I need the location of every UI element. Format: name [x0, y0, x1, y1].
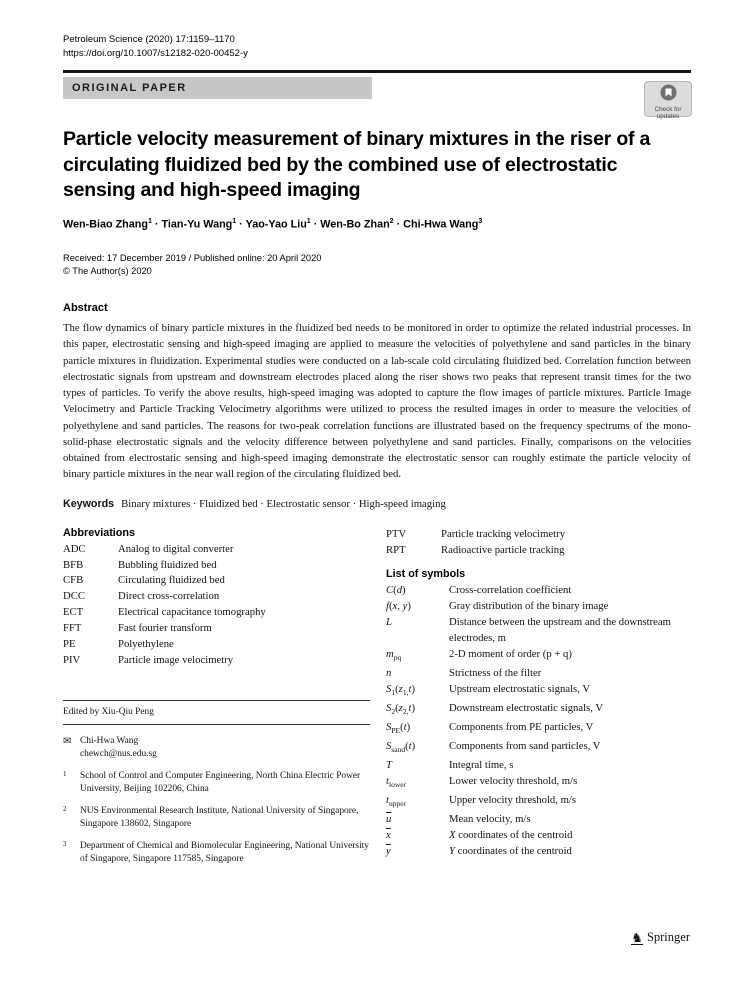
- symbol-row: [386, 647, 691, 666]
- symbol-term: $\overline{x}$: [386, 829, 391, 842]
- journal-reference: Petroleum Science (2020) 17:1159–1170: [63, 34, 235, 45]
- check-for-updates-button[interactable]: [644, 81, 692, 120]
- symbol-term: $\overline{y}$: [386, 844, 391, 857]
- abbreviation-term: PE: [63, 638, 76, 651]
- affiliation-text: Department of Chemical and Biomolecular Engineering, National University of Singapore, Singapore 117585, Singapore: [80, 840, 369, 865]
- abbreviation-row: [63, 605, 370, 621]
- affiliation-row: [63, 770, 370, 797]
- abbreviation-row: [386, 527, 691, 543]
- header-rule: [63, 70, 691, 73]
- symbol-term: $t_{upper}$: [386, 794, 407, 809]
- check-updates-label-line1: Check for: [654, 106, 682, 113]
- check-updates-label-line2: updates: [656, 113, 680, 120]
- copyright-line: © The Author(s) 2020: [63, 266, 152, 277]
- symbol-definition: Gray distribution of the binary image: [449, 600, 609, 613]
- abstract-text: The flow dynamics of binary particle mixtures in the fluidized bed needs to be monitored in order to optimize the related industrial processes. In this paper, electrostatic sensing and high-speed imaging are applied to measure the velocities of polyethylene and sand particles in the binary particle mixtures in fluidization. Experimental studies were conducted on a lab-scale cold circulating fluidized bed. Correlation function between electrostatic signals from upstream and downstream electrodes placed along the riser shows two peaks that represent transit times for the two types of particles. To verify the above results, high-speed imaging was adopted to capture the flow images of particle mixtures. Particle Image Velocimetry and Particle Tracking Velocimetry algorithms were utilized to process the resulted images in order to measure the velocities of polyethylene and sand particles. The reasons for two-peak correlation functions are illustrated based on the frequency spectrums of the mono-solid-phase electrostatic signals and the velocity difference between polyethylene and sand particles. Finally, comparisons on the velocities obtained from electrostatic sensing and high-speed imaging demonstrate the electrostatic sensor can roughly estimate the particle velocity of binary particle mixtures in the near wall region of the circulating fluidized bed.: [63, 322, 691, 481]
- abbreviation-term: ECT: [63, 606, 84, 619]
- keywords-label: Keywords: [63, 497, 115, 510]
- symbol-term: T: [386, 759, 392, 772]
- abbreviation-term: BFB: [63, 558, 84, 571]
- abbreviation-definition: Polyethylene: [118, 638, 174, 651]
- doi-link[interactable]: https://doi.org/10.1007/s12182-020-00452-y: [63, 47, 248, 59]
- symbol-row: [386, 774, 691, 793]
- symbol-definition: Strictness of the filter: [449, 667, 542, 680]
- abbreviation-definition: Radioactive particle tracking: [441, 543, 565, 556]
- symbol-row: [386, 793, 691, 812]
- symbol-definition: Upstream electrostatic signals, V: [449, 682, 591, 695]
- symbol-term: $S_1(z_{1,}t)$: [386, 682, 415, 698]
- symbol-term: n: [386, 667, 392, 680]
- affiliation-number: 2: [63, 804, 67, 813]
- abbreviation-row: [63, 653, 370, 669]
- affiliation-text: NUS Environmental Research Institute, National University of Singapore, Singapore 138602, Singapore: [80, 805, 359, 830]
- symbol-row: [386, 682, 691, 701]
- symbol-row: [386, 666, 691, 682]
- symbol-term: $\overline{u}$: [386, 813, 392, 826]
- footnote-rule-bottom: [63, 724, 370, 725]
- symbol-term: C(d): [386, 584, 406, 597]
- received-published-line: Received: 17 December 2019 / Published online: 20 April 2020: [63, 253, 322, 264]
- symbol-definition: Lower velocity threshold, m/s: [449, 775, 578, 788]
- symbol-definition: Components from PE particles, V: [449, 721, 594, 734]
- symbol-term: $m_{pq}$: [386, 648, 402, 663]
- abbreviation-term: FFT: [63, 622, 82, 635]
- abbreviation-definition: Bubbling fluidized bed: [118, 558, 217, 571]
- affiliation-row: [63, 840, 370, 867]
- springer-horse-icon: ♞: [631, 929, 643, 945]
- keywords-line: [63, 498, 691, 510]
- affiliation-row: [63, 805, 370, 832]
- footnote-block: [63, 700, 370, 867]
- keywords-text: Binary mixtures · Fluidized bed · Electrostatic sensor · High-speed imaging: [121, 497, 446, 510]
- symbol-definition: Distance between the upstream and the downstream electrodes, m: [449, 616, 671, 645]
- abbreviation-term: ADC: [63, 542, 86, 555]
- symbol-definition: Downstream electrostatic signals, V: [449, 702, 604, 715]
- symbol-row: [386, 828, 691, 844]
- symbol-row: [386, 583, 691, 599]
- abstract-heading: Abstract: [63, 302, 108, 315]
- symbol-term: $S_{PE}(t)$: [386, 721, 411, 736]
- symbol-definition: Y coordinates of the centroid: [449, 844, 572, 857]
- abbreviation-term: PIV: [63, 653, 81, 666]
- symbols-heading: List of symbols: [386, 568, 466, 581]
- symbol-row: [386, 812, 691, 828]
- abbreviation-row: [63, 589, 370, 605]
- symbol-row: [386, 720, 691, 739]
- symbol-term: $S_2(z_{2,}t)$: [386, 702, 415, 717]
- affiliation-number: 1: [63, 769, 67, 778]
- symbol-term: $t_{lower}$: [386, 775, 407, 790]
- abbreviation-term: PTV: [386, 527, 407, 540]
- symbol-row: [386, 758, 691, 774]
- abbreviation-row: [63, 573, 370, 589]
- abbreviation-definition: Electrical capacitance tomography: [118, 606, 266, 619]
- symbol-term: L: [386, 616, 392, 629]
- abbreviation-row: [63, 637, 370, 653]
- abbreviation-term: RPT: [386, 543, 406, 556]
- affiliation-text: School of Control and Computer Engineering, North China Electric Power University, Beijing 102206, China: [80, 770, 361, 795]
- abbreviations-heading: Abbreviations: [63, 526, 135, 539]
- correspondence-block: [63, 735, 370, 762]
- symbol-definition: X coordinates of the centroid: [449, 829, 573, 842]
- symbol-row: [386, 599, 691, 615]
- abbreviation-definition: Circulating fluidized bed: [118, 574, 225, 587]
- symbol-definition: Mean velocity, m/s: [449, 813, 531, 826]
- abbreviation-row: [63, 621, 370, 637]
- abbreviation-term: DCC: [63, 590, 85, 603]
- edited-by-line: Edited by Xiu-Qiu Peng: [63, 706, 154, 717]
- article-title: Particle velocity measurement of binary mixtures in the riser of a circulating fluidized bed by the combined use of electrostatic sensing and high-speed imaging: [63, 128, 651, 201]
- check-updates-icon: [660, 84, 677, 106]
- publisher-name: Springer: [646, 930, 690, 944]
- symbol-term: $S_{sand}(t)$: [386, 740, 416, 755]
- symbol-row: [386, 844, 691, 860]
- abbreviation-definition: Direct cross-correlation: [118, 590, 220, 603]
- symbol-row: [386, 615, 691, 647]
- abbreviation-definition: Particle image velocimetry: [118, 653, 234, 666]
- abbreviation-definition: Particle tracking velocimetry: [441, 527, 566, 540]
- symbol-definition: 2-D moment of order (p + q): [449, 648, 572, 661]
- publisher-logo: [631, 930, 690, 945]
- abbreviation-row: [63, 558, 370, 574]
- abbreviation-definition: Fast fourier transform: [118, 622, 212, 635]
- affiliation-number: 3: [63, 839, 67, 848]
- article-type-badge: [63, 77, 372, 99]
- correspondence-name: Chi-Hwa Wang: [80, 735, 139, 746]
- symbol-definition: Upper velocity threshold, m/s: [449, 794, 577, 807]
- symbol-row: [386, 739, 691, 758]
- article-type-label: ORIGINAL PAPER: [72, 82, 187, 94]
- symbol-row: [386, 701, 691, 720]
- abbreviation-row: [386, 543, 691, 559]
- correspondence-email[interactable]: chewch@nus.edu.sg: [80, 749, 157, 760]
- symbol-definition: Cross-correlation coefficient: [449, 584, 572, 597]
- symbol-term: f(x, y): [386, 600, 411, 613]
- abbreviation-definition: Analog to digital converter: [118, 542, 234, 555]
- symbol-definition: Integral time, s: [449, 759, 514, 772]
- envelope-icon: ✉: [63, 735, 72, 747]
- abbreviation-term: CFB: [63, 574, 84, 587]
- abbreviation-row: [63, 542, 370, 558]
- author-list: Wen-Biao Zhang$^1$ · Tian-Yu Wang$^1$ · Yao-Yao Liu$^1$ · Wen-Bo Zhan$^2$ · Chi-Hwa Wang$^3$: [63, 217, 483, 231]
- symbol-definition: Components from sand particles, V: [449, 740, 601, 753]
